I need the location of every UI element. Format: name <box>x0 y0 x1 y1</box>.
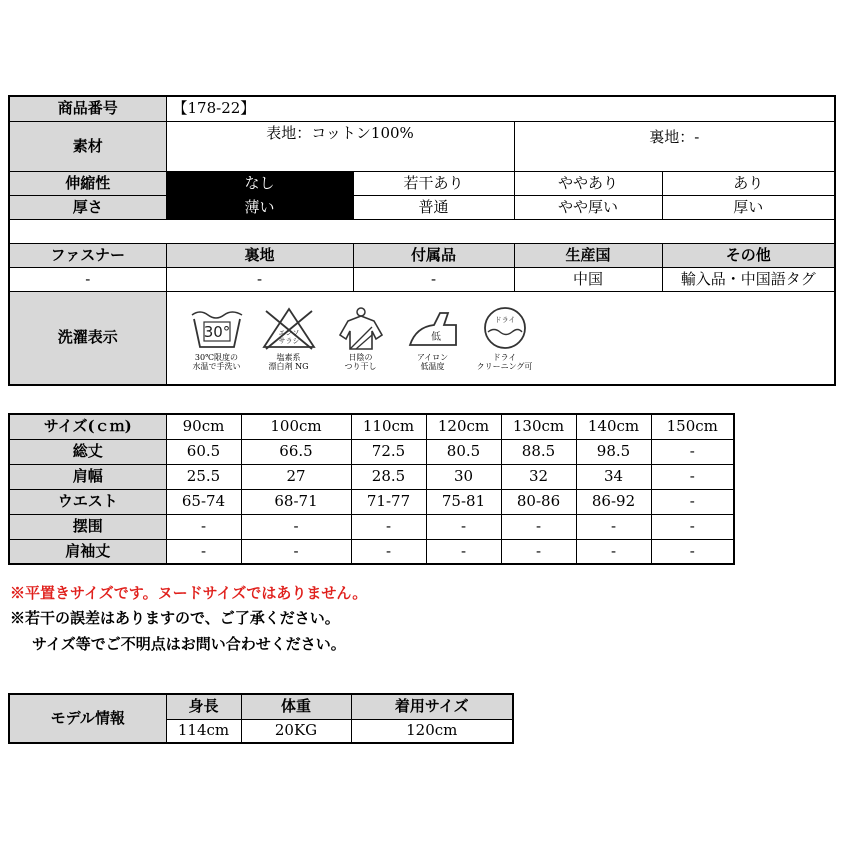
accessories-value: - <box>353 267 514 291</box>
thickness-option-selected: 薄い <box>166 195 353 219</box>
size-cell: - <box>351 514 426 539</box>
care-caption: 水温で手洗い <box>192 361 241 371</box>
product-number-value: 【178-22】 <box>166 96 835 121</box>
stretch-option: ややあり <box>514 171 662 195</box>
size-cell: 80-86 <box>501 489 576 514</box>
size-cell: - <box>426 539 501 564</box>
iron-low-icon <box>404 305 462 351</box>
care-caption: ドライ <box>492 352 517 362</box>
svg-text:30°: 30° <box>203 322 230 341</box>
care-caption: アイロン <box>416 352 449 362</box>
size-cell: - <box>501 514 576 539</box>
size-cell: 98.5 <box>576 439 651 464</box>
care-item <box>403 305 463 371</box>
size-cell: 68-71 <box>241 489 351 514</box>
size-cell: - <box>651 464 734 489</box>
material-outer: 表地：コットン100% <box>166 121 514 171</box>
size-cell: - <box>426 514 501 539</box>
care-caption: クリーニング可 <box>476 361 533 371</box>
dry-clean-icon <box>476 305 534 351</box>
size-cell: - <box>651 439 734 464</box>
care-caption: 日陰の <box>348 352 373 362</box>
model-height-value: 114cm <box>166 719 241 743</box>
stretch-option: あり <box>662 171 835 195</box>
stretch-option-selected: なし <box>166 171 353 195</box>
size-cell: 80.5 <box>426 439 501 464</box>
care-caption: 低温度 <box>420 361 445 371</box>
lining-header: 裏地 <box>166 243 353 267</box>
size-cell: 28.5 <box>351 464 426 489</box>
stretch-option: 若干あり <box>353 171 514 195</box>
size-header-label: サイズ(ｃｍ) <box>9 414 166 439</box>
size-cell: 75-81 <box>426 489 501 514</box>
size-cell: - <box>351 539 426 564</box>
size-cell: 66.5 <box>241 439 351 464</box>
size-cell: 25.5 <box>166 464 241 489</box>
care-item <box>475 305 535 371</box>
thickness-option: やや厚い <box>514 195 662 219</box>
svg-text:低: 低 <box>430 331 441 343</box>
model-info-table <box>8 693 514 744</box>
size-column: 110cm <box>351 414 426 439</box>
care-item <box>331 305 391 371</box>
size-cell: 86-92 <box>576 489 651 514</box>
svg-text:ドライ: ドライ <box>494 315 515 324</box>
material-label: 素材 <box>9 121 166 171</box>
origin-value: 中国 <box>514 267 662 291</box>
size-table <box>8 413 735 565</box>
model-weight-value: 20KG <box>241 719 351 743</box>
svg-text:エンソ: エンソ <box>278 328 299 337</box>
thickness-label: 厚さ <box>9 195 166 219</box>
care-item <box>187 305 247 371</box>
size-cell: 72.5 <box>351 439 426 464</box>
size-cell: 88.5 <box>501 439 576 464</box>
care-symbols <box>166 291 835 385</box>
note-flat-size: ※平置きサイズです。ヌードサイズではありません。 <box>10 584 368 602</box>
table-row <box>9 514 734 539</box>
fastener-value: - <box>9 267 166 291</box>
row-label: 摆围 <box>9 514 166 539</box>
row-label: ウエスト <box>9 489 166 514</box>
size-cell: - <box>166 514 241 539</box>
other-header: その他 <box>662 243 835 267</box>
care-item <box>259 305 319 371</box>
size-cell: - <box>576 539 651 564</box>
thickness-option: 普通 <box>353 195 514 219</box>
note-tolerance: ※若干の誤差はありますので、ご了承ください。 <box>10 609 340 627</box>
size-cell: 60.5 <box>166 439 241 464</box>
size-column: 90cm <box>166 414 241 439</box>
size-cell: 71-77 <box>351 489 426 514</box>
accessories-header: 付属品 <box>353 243 514 267</box>
size-column: 100cm <box>241 414 351 439</box>
size-column: 140cm <box>576 414 651 439</box>
size-cell: - <box>651 489 734 514</box>
table-row <box>9 439 734 464</box>
shade-dry-icon <box>332 305 390 351</box>
size-cell: - <box>576 514 651 539</box>
origin-header: 生産国 <box>514 243 662 267</box>
size-column: 150cm <box>651 414 734 439</box>
size-cell: 65-74 <box>166 489 241 514</box>
lining-value: - <box>166 267 353 291</box>
material-lining: 裏地：- <box>514 121 835 171</box>
note-contact: サイズ等でご不明点はお問い合わせください。 <box>32 635 346 653</box>
size-cell: 30 <box>426 464 501 489</box>
size-cell: - <box>241 539 351 564</box>
care-caption: つり干し <box>344 361 377 371</box>
care-caption: 漂白剤 NG <box>268 361 309 371</box>
row-label: 肩幅 <box>9 464 166 489</box>
thickness-option: 厚い <box>662 195 835 219</box>
size-cell: - <box>241 514 351 539</box>
model-size-header: 着用サイズ <box>351 694 513 719</box>
care-caption: 塩素系 <box>276 352 301 362</box>
model-label: モデル情報 <box>9 694 166 743</box>
other-value: 輸入品・中国語タグ <box>662 267 835 291</box>
row-label: 肩袖丈 <box>9 539 166 564</box>
size-column: 130cm <box>501 414 576 439</box>
table-row <box>9 489 734 514</box>
wash-30-icon <box>188 305 246 351</box>
size-cell: 32 <box>501 464 576 489</box>
size-cell: - <box>651 539 734 564</box>
stretch-label: 伸縮性 <box>9 171 166 195</box>
size-cell: - <box>166 539 241 564</box>
size-cell: 34 <box>576 464 651 489</box>
table-row <box>9 539 734 564</box>
model-weight-header: 体重 <box>241 694 351 719</box>
product-info-table <box>8 95 836 386</box>
product-number-label: 商品番号 <box>9 96 166 121</box>
care-label: 洗濯表示 <box>9 291 166 385</box>
size-cell: - <box>501 539 576 564</box>
no-bleach-icon <box>260 305 318 351</box>
row-label: 総丈 <box>9 439 166 464</box>
spacer-row <box>9 219 835 243</box>
model-size-value: 120cm <box>351 719 513 743</box>
size-cell: 27 <box>241 464 351 489</box>
care-caption: 30℃限度の <box>194 352 239 362</box>
size-column: 120cm <box>426 414 501 439</box>
size-cell: - <box>651 514 734 539</box>
model-height-header: 身長 <box>166 694 241 719</box>
table-row <box>9 464 734 489</box>
fastener-header: ファスナー <box>9 243 166 267</box>
svg-text:サラシ: サラシ <box>278 336 299 345</box>
